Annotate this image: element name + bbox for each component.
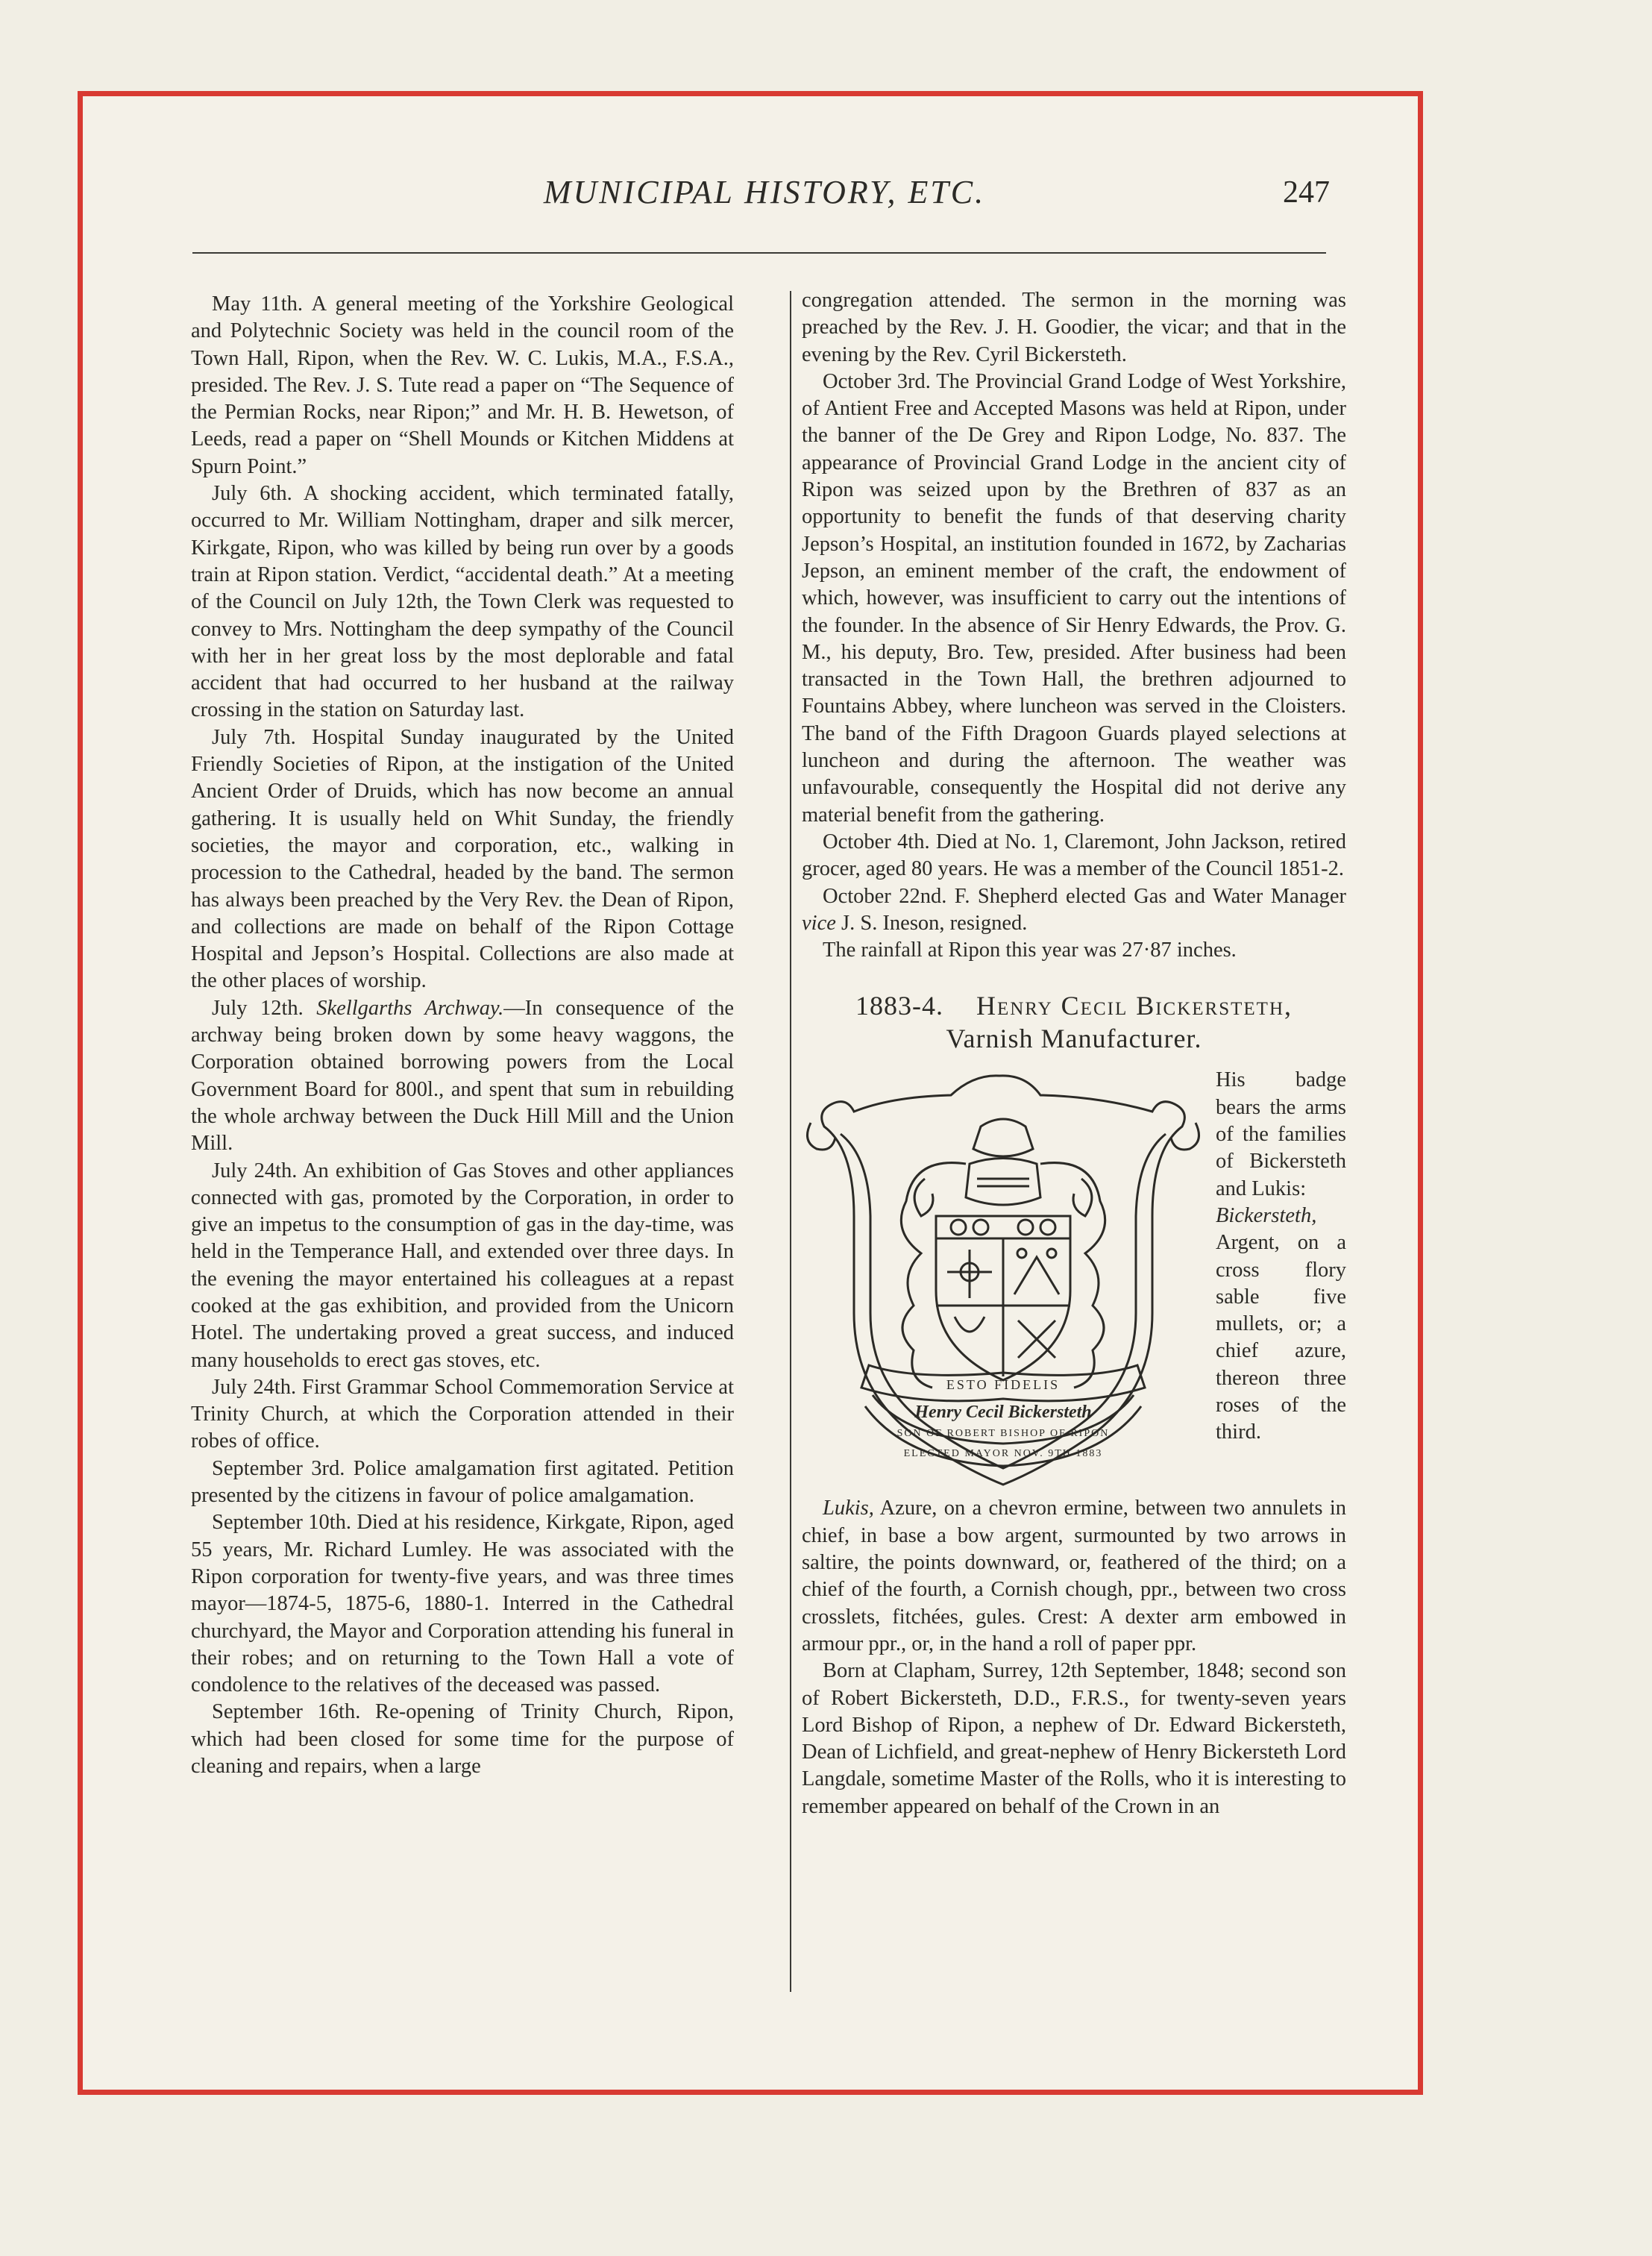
- archway-body: —In consequence of the archway being broken down by some heavy waggons, the Corporation obtained borrowing powers from the Local Government Board for 800l., and spent that sum in rebuilding the whole archway between the Duck Hill Mill and the Union Mill.: [191, 996, 735, 1156]
- paragraph: September 16th. Re-opening of Trinity Church, Ripon, which had been closed for some time for the purpose of cleaning and repairs, when a large: [191, 1700, 734, 1779]
- paragraph: July 7th. Hospital Sunday inaugurated by the United Friendly Societies of Ripon, at the instigation of the United Ancient Order of Druids, which has now become an annual gathering. It is usually held on Whit Sunday, the friendly societies, the mayor and corporation, etc., walking in procession to the Cathedral, headed by the band. The sermon has always been preached by the Very Rev. the Dean of Ripon, and collections are made on behalf of the Ripon Cottage Hospital and Jepson’s Hospital. Collections are also made at the other places of worship.: [191, 725, 734, 993]
- mayor-badge-illustration: [802, 1067, 1205, 1495]
- badge-name: Henry Cecil Bickersteth: [914, 1403, 1092, 1423]
- paragraph: October 4th. Died at No. 1, Claremont, John Jackson, retired grocer, aged 80 years. He was a member of the Council 1851-2.: [802, 830, 1346, 881]
- paragraph: September 10th. Died at his residence, Kirkgate, Ripon, aged 55 years, Mr. Richard Lumley. He was associated with the Ripon corporation for twenty-five years, and was three times mayor—1874-5, 1875-6, 1880-1. Interred in the Cathedral churchyard, the Mayor and Corporation attending his funeral in their robes; and on returning to the Town Hall a vote of condolence to the relatives of the deceased was passed.: [191, 1511, 734, 1697]
- paragraph: September 3rd. Police amalgamation first agitated. Petition presented by the citizens in favour of police amalgamation.: [191, 1456, 734, 1508]
- paragraph-archway: [191, 995, 734, 1158]
- badge-text-1: His badge bears the arms of the families of Bickersteth and Lukis:: [1216, 1068, 1346, 1200]
- badge-inscription-bottom: ELECTED MAYOR NOV. 9TH 1883: [903, 1448, 1103, 1460]
- rainfall: The rainfall at Ripon this year was 27·87 inches.: [823, 939, 1237, 962]
- oct22-vice: vice: [802, 911, 836, 935]
- paragraph: July 6th. A shocking accident, which terminated fatally, occurred to Mr. William Nottingham, draper and silk mercer, Kirkgate, Ripon, who was killed by being run over by a goods train at Ripon station. Verdict, “accidental death.” At a meeting of the Council on July 12th, the Town Clerk was requested to convey to Mrs. Nottingham the deep sympathy of the Council with her in her great loss by the most deplorable and fatal accident that had occurred to her husband at the railway crossing in the station on Saturday last.: [191, 482, 734, 722]
- paragraph: July 24th. First Grammar School Commemoration Service at Trinity Church, at which the Corporation attended in their robes of office.: [191, 1375, 734, 1453]
- paragraph: July 24th. An exhibition of Gas Stoves and other appliances connected with gas, promoted by the Corporation, in order to give an impetus to the consumption of gas in the day-time, was held in the Temperance Hall, and extended over three days. In the evening the mayor entertained his colleagues at a repast cooked at the gas exhibition, and provided from the Unicorn Hotel. The undertaking proved a great success, and induced many households to erect gas stoves, etc.: [191, 1159, 734, 1372]
- paragraph: [802, 883, 1346, 938]
- header-rule: [192, 252, 1326, 254]
- badge-text-2: Argent, on a cross flory sable five mullets, or; a chief azure, thereon three roses of the third.: [1216, 1231, 1346, 1444]
- archway-title: Skellgarths Archway.: [316, 996, 504, 1020]
- paragraph-born: Born at Clapham, Surrey, 12th September, 1848; second son of Robert Bickersteth, D.D., F.R.S., for twenty-seven years Lord Bishop of Ripon, a nephew of Dr. Edward Bickersteth, Dean of Lichfield, and great-nephew of Henry Bickersteth Lord Langdale, sometime Master of the Rolls, who it is interesting to remember appeared on behalf of the Crown in an: [802, 1659, 1346, 1818]
- running-title: MUNICIPAL HISTORY, ETC.: [543, 174, 986, 210]
- badge-text-bickersteth: Bickersteth,: [1216, 1203, 1317, 1227]
- oct22-after: J. S. Ineson, resigned.: [835, 911, 1028, 935]
- paragraph-continued: congregation attended. The sermon in the morning was preached by the Rev. J. H. Goodier, the vicar; and that in the evening by the Rev. Cyril Bickersteth.: [802, 289, 1346, 366]
- paragraph: May 11th. A general meeting of the Yorkshire Geological and Polytechnic Society was held in the council room of the Town Hall, Ripon, when the Rev. W. C. Lukis, M.A., F.S.A., presided. The Rev. J. S. Tute read a paper on “The Sequence of the Permian Rocks, near Ripon;” and Mr. H. B. Hewetson, of Leeds, read a paper on “Shell Mounds or Kitchen Middens at Spurn Point.”: [191, 292, 734, 478]
- archway-date: July 12th.: [212, 996, 304, 1020]
- badge-description: [1216, 1067, 1346, 1446]
- mayor-year: 1883-4.: [855, 991, 943, 1021]
- lukis-label: Lukis,: [823, 1497, 874, 1520]
- right-column: [802, 287, 1346, 1820]
- oct22-before: October 22nd. F. Shepherd elected Gas and Water Manager: [823, 884, 1346, 908]
- paragraph: October 3rd. The Provincial Grand Lodge of West Yorkshire, of Antient Free and Accepted Masons was held at Ripon, under the banner of the De Grey and Ripon Lodge, No. 837. The appearance of Provincial Grand Lodge in the ancient city of Ripon was seized upon by the Brethren of 837 as an opportunity to benefit the funds of that deserving charity Jepson’s Hospital, an institution founded in 1672, by Zacharias Jepson, an eminent member of the craft, the endowment of which, however, was insufficient to carry out the intentions of the founder. In the absence of Sir Henry Edwards, the Prov. G. M., his deputy, Bro. Tew, presided. After business had been transacted in the Town Hall, the brethren adjourned to Fountains Abbey, where luncheon was served in the Cloisters. The band of the Fifth Dragoon Guards played selections at luncheon and during the afternoon. The weather was unfavourable, consequently the Hospital did not derive any material benefit from the gathering.: [802, 369, 1346, 827]
- mayor-heading: [802, 989, 1346, 1055]
- mayor-name: Henry Cecil Bickersteth,: [976, 991, 1293, 1021]
- page-number: 247: [1283, 175, 1330, 210]
- badge-block: [802, 1067, 1346, 1495]
- badge-motto: ESTO FIDELIS: [946, 1377, 1061, 1393]
- column-divider: [790, 291, 791, 1992]
- lukis-body: Azure, on a chevron ermine, between two annulets in chief, in base a bow argent, surmounted by two arrows in saltire, the points downward, or, feathered of the third; on a chief of the fourth, a Cornish chough, ppr., between two cross crosslets, fitchées, gules. Crest: A dexter arm embowed in armour ppr., or, in the hand a roll of paper ppr.: [802, 1497, 1346, 1655]
- paragraph-lukis: [802, 1495, 1346, 1658]
- left-column: [191, 291, 734, 1780]
- mayor-occupation: Varnish Manufacturer.: [946, 1024, 1202, 1054]
- badge-inscription-top: SON OF ROBERT BISHOP OF RIPON: [896, 1428, 1110, 1440]
